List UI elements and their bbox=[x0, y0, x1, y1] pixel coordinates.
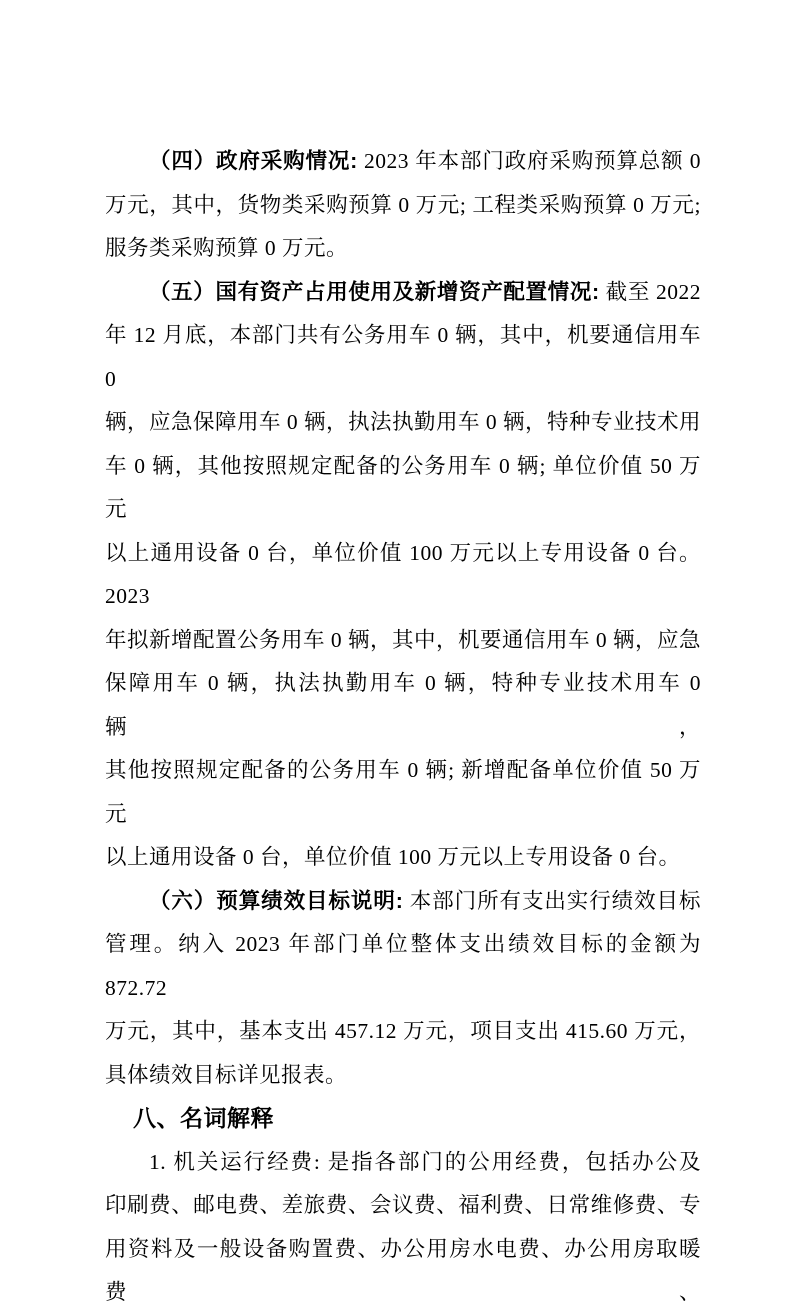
paragraph-text: 具体绩效目标详见报表。 bbox=[105, 1062, 348, 1087]
text-line bbox=[105, 140, 701, 184]
text-line bbox=[105, 662, 701, 749]
paragraph-lead: 八、名词解释 bbox=[133, 1105, 274, 1131]
paragraph-text: 以上通用设备 0 台，单位价值 100 万元以上专用设备 0 台。2023 bbox=[105, 540, 701, 608]
text-line bbox=[105, 836, 701, 880]
paragraph-lead: （六）预算绩效目标说明: bbox=[149, 888, 404, 913]
text-line bbox=[105, 619, 701, 663]
text-line bbox=[105, 880, 701, 924]
text-line bbox=[105, 1010, 701, 1054]
text-line bbox=[105, 271, 701, 315]
paragraph-text: 年 12 月底，本部门共有公务用车 0 辆，其中，机要通信用车 0 bbox=[105, 323, 701, 391]
paragraph-lead: （五）国有资产占用使用及新增资产配置情况: bbox=[149, 279, 600, 304]
text-line bbox=[105, 184, 701, 228]
paragraph-text: 截至 2022 bbox=[599, 279, 701, 304]
paragraph-text: 保障用车 0 辆，执法执勤用车 0 辆，特种专业技术用车 0 辆， bbox=[105, 671, 701, 739]
paragraph-text: 年拟新增配置公务用车 0 辆，其中，机要通信用车 0 辆，应急 bbox=[105, 627, 702, 652]
paragraph-text: 万元，其中，货物类采购预算 0 万元; 工程类采购预算 0 万元; bbox=[105, 192, 701, 217]
paragraph-text: 以上通用设备 0 台，单位价值 100 万元以上专用设备 0 台。 bbox=[105, 845, 681, 869]
paragraph-text: 辆，应急保障用车 0 辆，执法执勤用车 0 辆，特种专业技术用 bbox=[105, 410, 702, 434]
paragraph-lead: （四）政府采购情况: bbox=[149, 149, 358, 173]
text-line bbox=[105, 445, 701, 532]
paragraph-text: 车 0 辆，其他按照规定配备的公务用车 0 辆; 单位价值 50 万元 bbox=[105, 453, 701, 521]
paragraph-text: 本部门所有支出实行绩效目标 bbox=[403, 888, 701, 913]
text-line bbox=[105, 401, 701, 445]
paragraph-text: 1. 机关运行经费: 是指各部门的公用经费，包括办公及 bbox=[149, 1149, 701, 1174]
paragraph-text: 用资料及一般设备购置费、办公用房水电费、办公用房取暖费、 bbox=[105, 1236, 701, 1304]
text-line bbox=[105, 314, 701, 401]
paragraph-text: 万元，其中，基本支出 457.12 万元，项目支出 415.60 万元， bbox=[105, 1019, 701, 1043]
paragraph-text: 印刷费、邮电费、差旅费、会议费、福利费、日常维修费、专 bbox=[105, 1193, 701, 1217]
document-text-block bbox=[105, 140, 701, 1315]
paragraph-text: 其他按照规定配备的公务用车 0 辆; 新增配备单位价值 50 万元 bbox=[105, 758, 701, 826]
text-line bbox=[105, 1184, 701, 1228]
text-line bbox=[105, 227, 701, 271]
section-heading bbox=[105, 1097, 701, 1141]
paragraph-text: 服务类采购预算 0 万元。 bbox=[105, 236, 349, 260]
text-line bbox=[105, 1054, 701, 1098]
text-line bbox=[105, 749, 701, 836]
paragraph-text: 2023 年本部门政府采购预算总额 0 bbox=[357, 149, 701, 173]
paragraph-text: 管理。纳入 2023 年部门单位整体支出绩效目标的金额为 872.72 bbox=[105, 932, 701, 1000]
text-line bbox=[105, 1141, 701, 1185]
text-line bbox=[105, 532, 701, 619]
text-line bbox=[105, 923, 701, 1010]
text-line bbox=[105, 1228, 701, 1315]
